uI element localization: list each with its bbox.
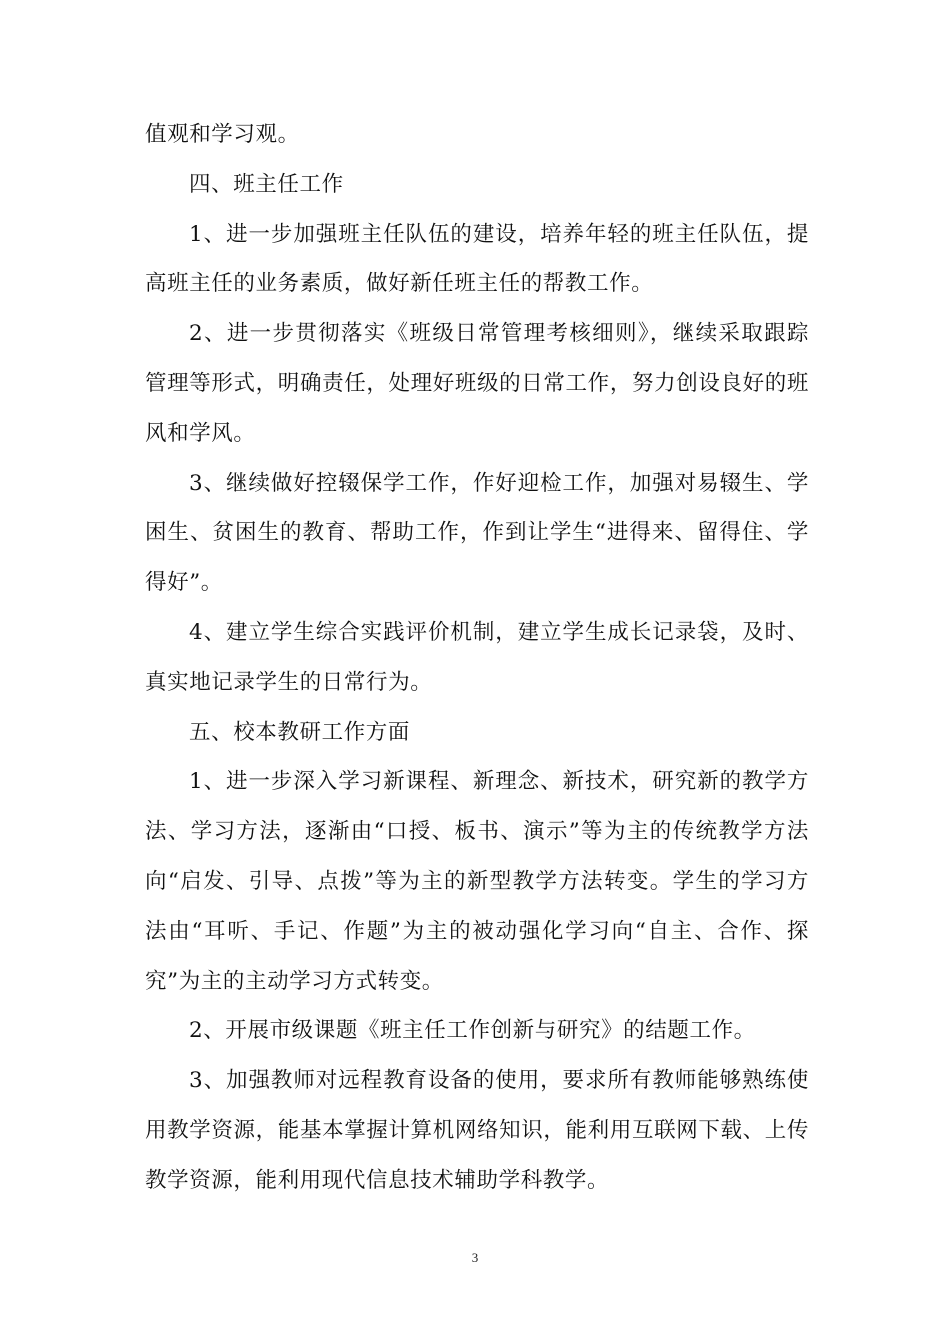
paragraph-item: 1、进一步深入学习新课程、新理念、新技术，研究新的教学方法、学习方法，逐渐由“口授、板书、演示”等为主的传统教学方法向“启发、引导、点拨”等为主的新型教学方法转变。学生的学习方法由“耳听、手记、作题”为主的被动强化学习向“自主、合作、探究”为主的主动学习方式转变。 bbox=[145, 769, 809, 994]
paragraph-item: 3、加强教师对远程教育设备的使用，要求所有教师能够熟练使用教学资源，能基本掌握计算机网络知识，能利用互联网下载、上传教学资源，能利用现代信息技术辅助学科教学。 bbox=[145, 1068, 809, 1193]
paragraph-item: 4、建立学生综合实践评价机制，建立学生成长记录袋，及时、真实地记录学生的日常行为。 bbox=[145, 619, 809, 695]
section-heading-head-teacher-work: 四、班主任工作 bbox=[189, 171, 344, 197]
paragraph-item: 2、开展市级课题《班主任工作创新与研究》的结题工作。 bbox=[189, 1018, 756, 1044]
document-body bbox=[145, 110, 809, 1206]
paragraph-item: 1、进一步加强班主任队伍的建设，培养年轻的班主任队伍，提高班主任的业务素质，做好新任班主任的帮教工作。 bbox=[145, 221, 809, 297]
paragraph-continuation: 值观和学习观。 bbox=[145, 122, 300, 147]
page-number: 3 bbox=[471, 1250, 479, 1265]
paragraph-item: 2、进一步贯彻落实《班级日常管理考核细则》，继续采取跟踪管理等形式，明确责任，处理好班级的日常工作，努力创设良好的班风和学风。 bbox=[145, 321, 809, 446]
paragraph-item: 3、继续做好控辍保学工作，作好迎检工作，加强对易辍生、学困生、贫困生的教育、帮助工作，作到让学生“进得来、留得住、学得好”。 bbox=[145, 470, 809, 596]
section-heading-school-research: 五、校本教研工作方面 bbox=[189, 719, 411, 745]
